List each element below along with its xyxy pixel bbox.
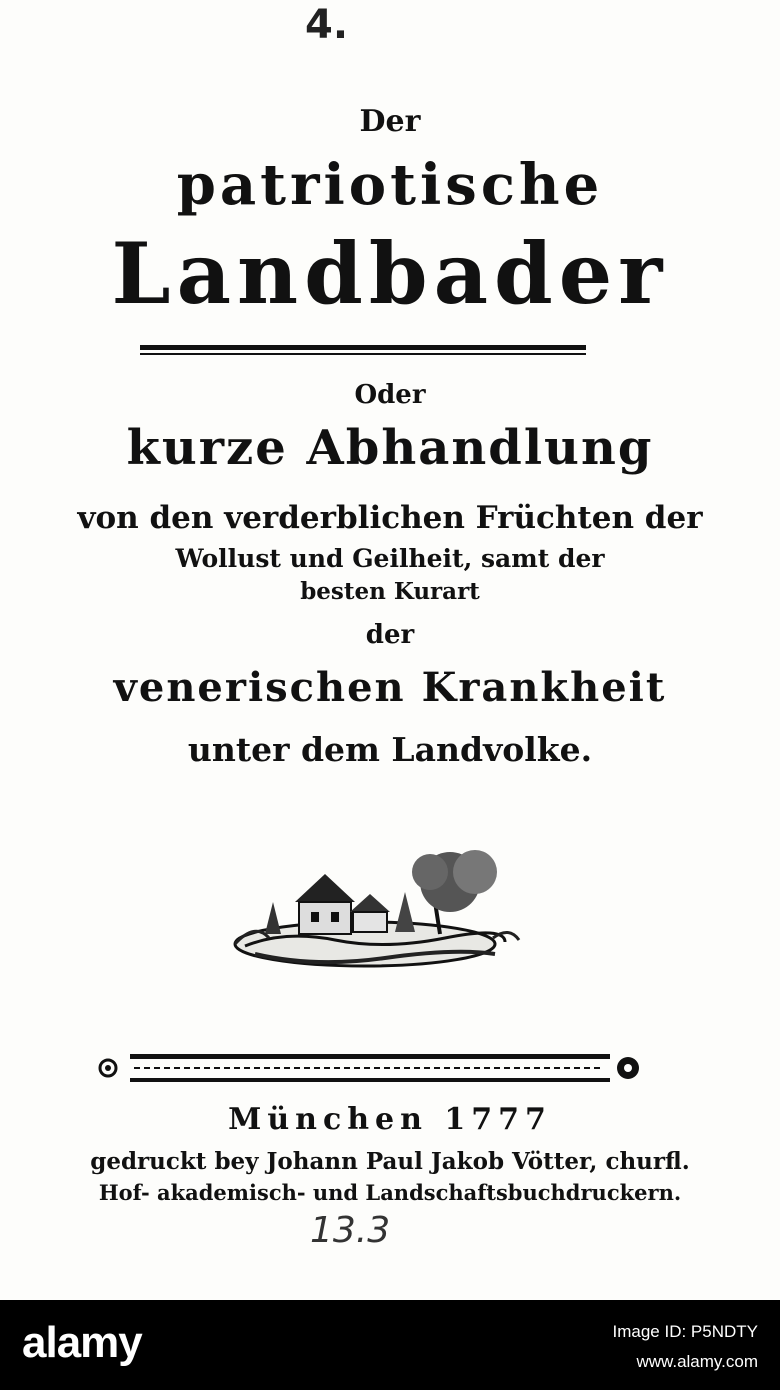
- desc-line-5: unter dem Landvolke.: [187, 730, 593, 769]
- alamy-logo: alamy: [22, 1318, 142, 1367]
- subtitle-oder: Oder: [354, 380, 426, 410]
- corner-handwritten-mark: 4.: [305, 2, 349, 48]
- subtitle-main: kurze Abhandlung: [126, 420, 654, 476]
- site-url: www.alamy.com: [636, 1352, 758, 1371]
- image-id-label: Image ID: P5NDTY: [612, 1322, 758, 1341]
- desc-der: der: [365, 620, 415, 650]
- ornamental-border: [92, 1050, 646, 1090]
- imprint-city-year: München 1777: [228, 1102, 552, 1137]
- imprint-line-1: gedruckt bey Johann Paul Jakob Vötter, churfl.: [90, 1148, 690, 1175]
- title-line-landbader: Landbader: [111, 224, 669, 323]
- desc-line-4: venerischen Krankheit: [113, 664, 667, 711]
- title-rule: [140, 342, 586, 358]
- title-line-der: Der: [359, 104, 421, 139]
- desc-line-1: von den verderblichen Früchten der: [77, 500, 703, 536]
- title-line-patriotische: patriotische: [176, 152, 604, 218]
- imprint-line-2: Hof- akademisch- und Landschaftsbuchdruckern.: [98, 1180, 682, 1205]
- landscape-vignette: [225, 842, 525, 977]
- handwritten-shelf-number: 13.3: [310, 1210, 391, 1251]
- desc-line-2: Wollust und Geilheit, samt der: [175, 544, 605, 573]
- desc-line-3: besten Kurart: [300, 578, 480, 605]
